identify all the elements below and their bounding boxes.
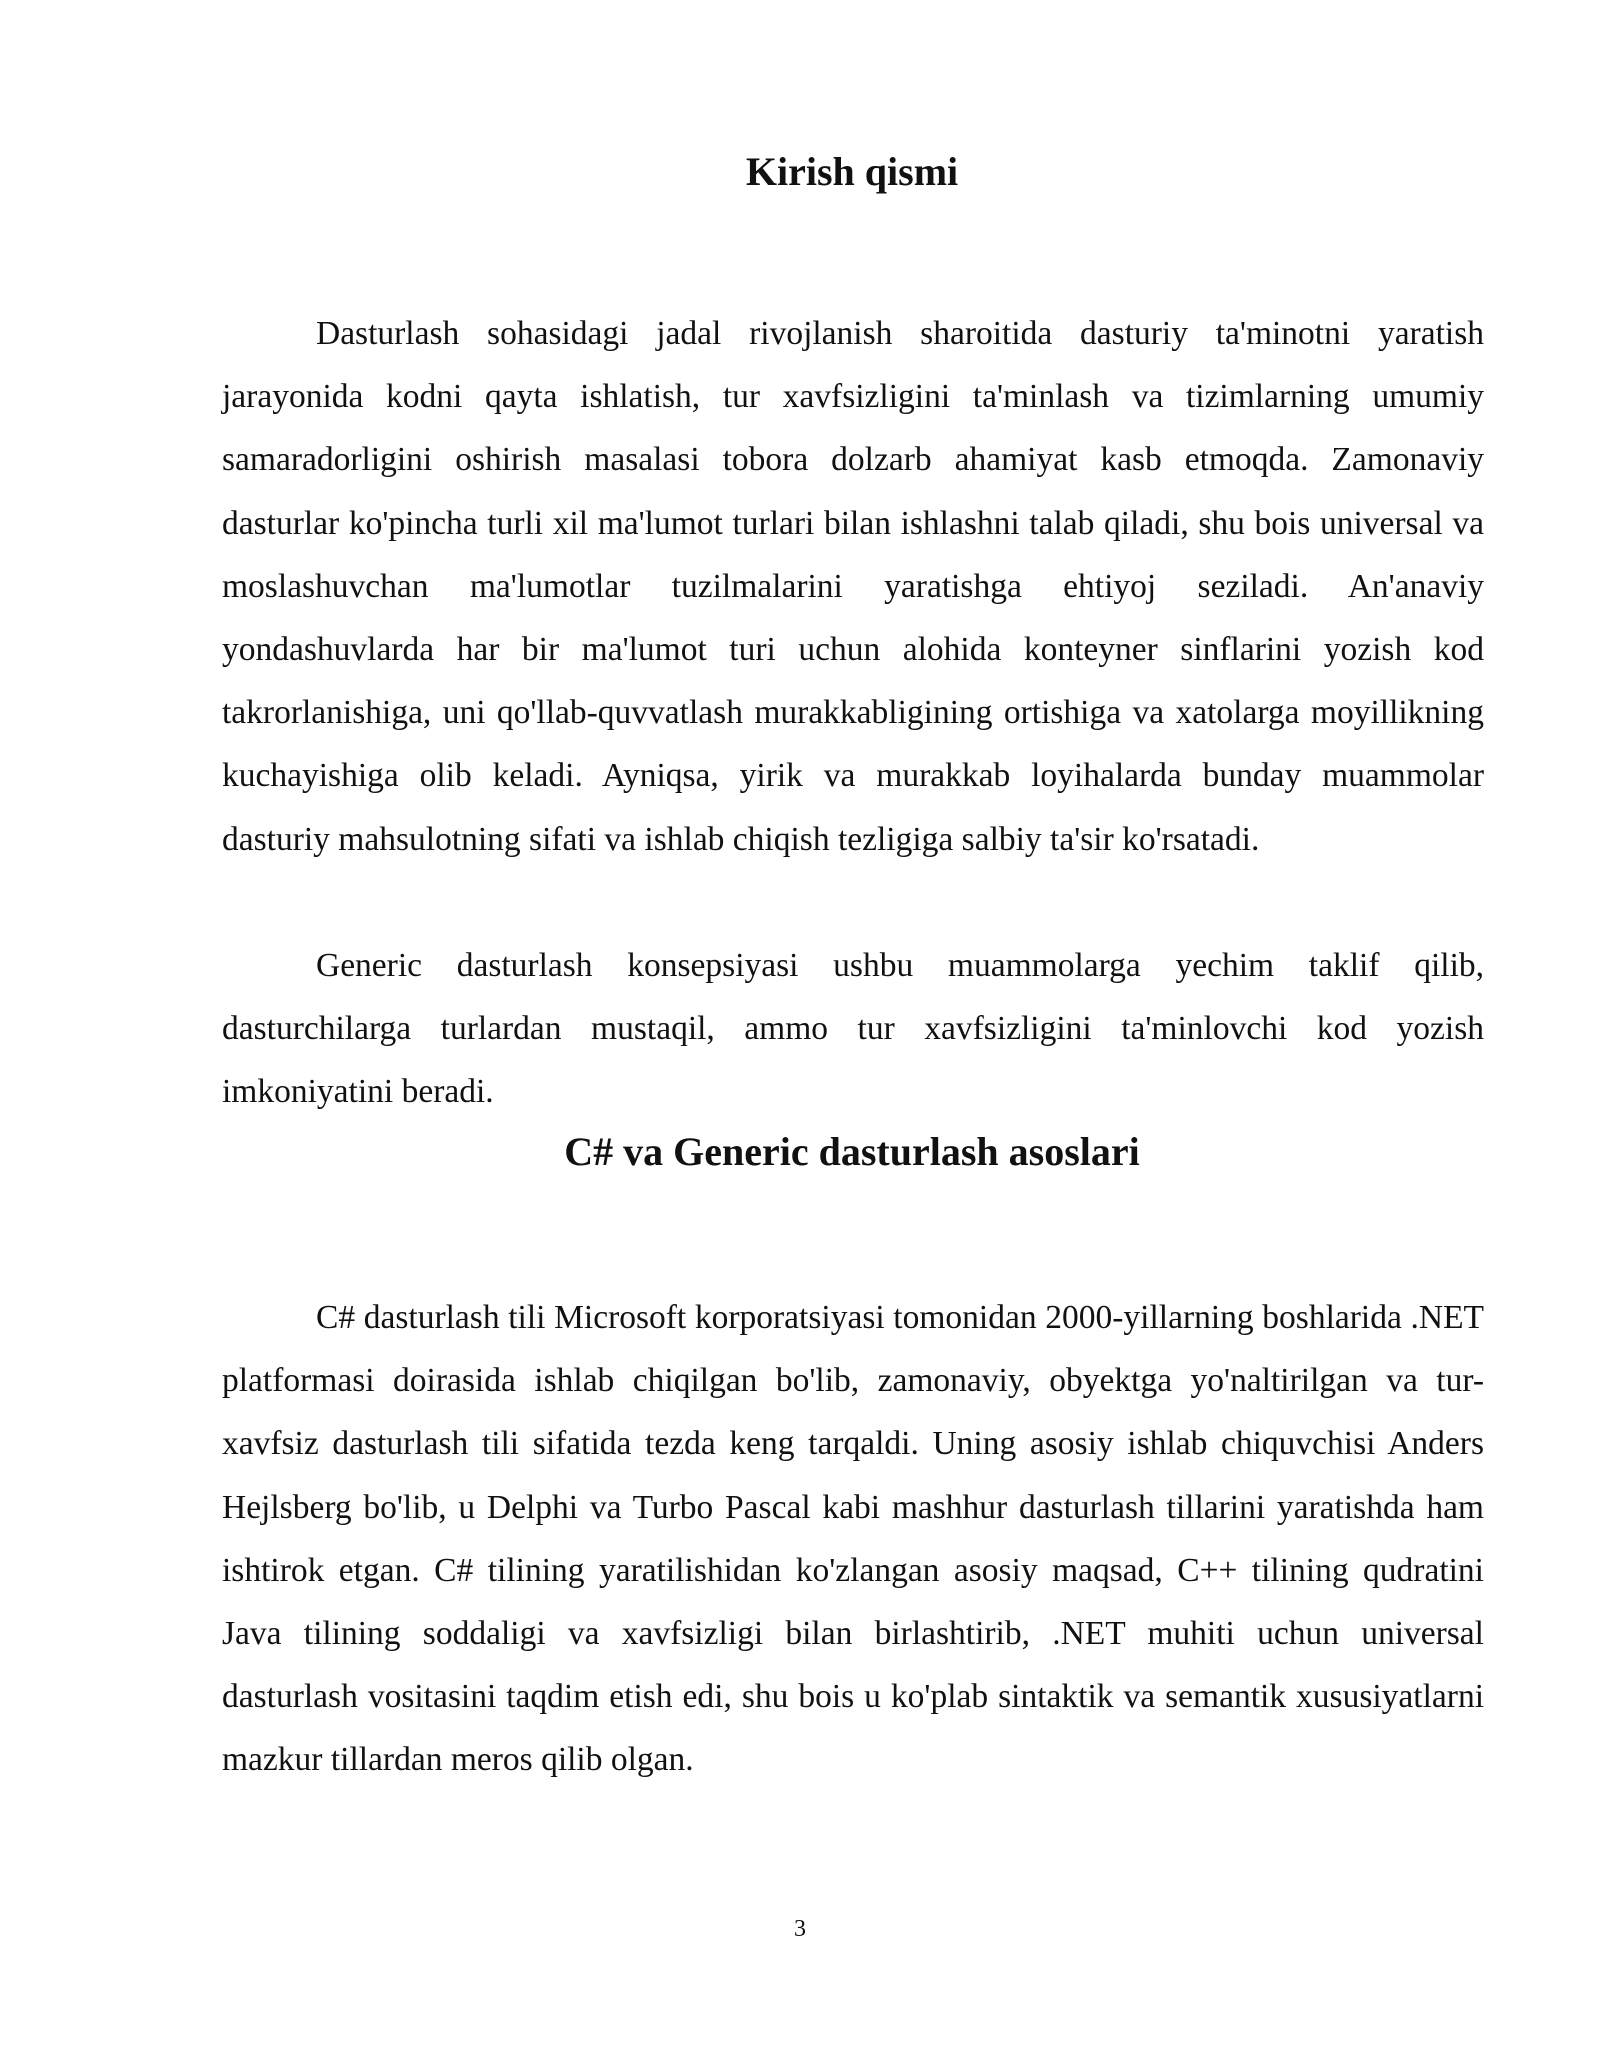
- body-paragraph: Dasturlash sohasidagi jadal rivojlanish sharoitida dasturiy ta'minotni yaratish jarayonida kodni qayta ishlatish, tur xavfsizligini ta'minlash va tizimlarning umumiy samaradorligini oshirish masalasi tobora dolzarb ahamiyat kasb etmoqda. Zamonaviy dasturlar ko'pincha turli xil ma'lumot turlari bilan ishlashni talab qiladi, shu bois universal va moslashuvchan ma'lumotlar tuzilmalarini yaratishga ehtiyoj seziladi. An'anaviy yondashuvlarda har bir ma'lumot turi uchun alohida konteyner sinflarini yozish kod takrorlanishiga, uni qo'llab-quvvatlash murakkabligining ortishiga va xatolarga moyillikning kuchayishiga olib keladi. Ayniqsa, yirik va murakkab loyihalarda bunday muammolar dasturiy mahsulotning sifati va ishlab chiqish tezligiga salbiy ta'sir ko'rsatadi.: [222, 315, 1484, 858]
- section-heading-introduction: Kirish qismi: [745, 149, 959, 194]
- body-paragraph: C# dasturlash tili Microsoft korporatsiyasi tomonidan 2000-yillarning boshlarida .NET platformasi doirasida ishlab chiqilgan bo'lib, zamonaviy, obyektga yo'naltirilgan va tur-xavfsiz dasturlash tili sifatida tezda keng tarqaldi. Uning asosiy ishlab chiquvchisi Anders Hejlsberg bo'lib, u Delphi va Turbo Pascal kabi mashhur dasturlash tillarini yaratishda ham ishtirok etgan. C# tilining yaratilishidan ko'zlangan asosiy maqsad, C++ tilining qudratini Java tilining soddaligi va xavfsizligi bilan birlashtirib, .NET muhiti uchun universal dasturlash vositasini taqdim etish edi, shu bois u ko'plab sintaktik va semantik xususiyatlarni mazkur tillardan meros qilib olgan.: [222, 1299, 1484, 1779]
- body-paragraph: Generic dasturlash konsepsiyasi ushbu muammolarga yechim taklif qilib, dasturchilarga turlardan mustaqil, ammo tur xavfsizligini ta'minlovchi kod yozish imkoniyatini beradi.: [222, 947, 1484, 1111]
- section-heading-csharp-generics: C# va Generic dasturlash asoslari: [564, 1129, 1140, 1174]
- page-number: 3: [794, 1916, 806, 1942]
